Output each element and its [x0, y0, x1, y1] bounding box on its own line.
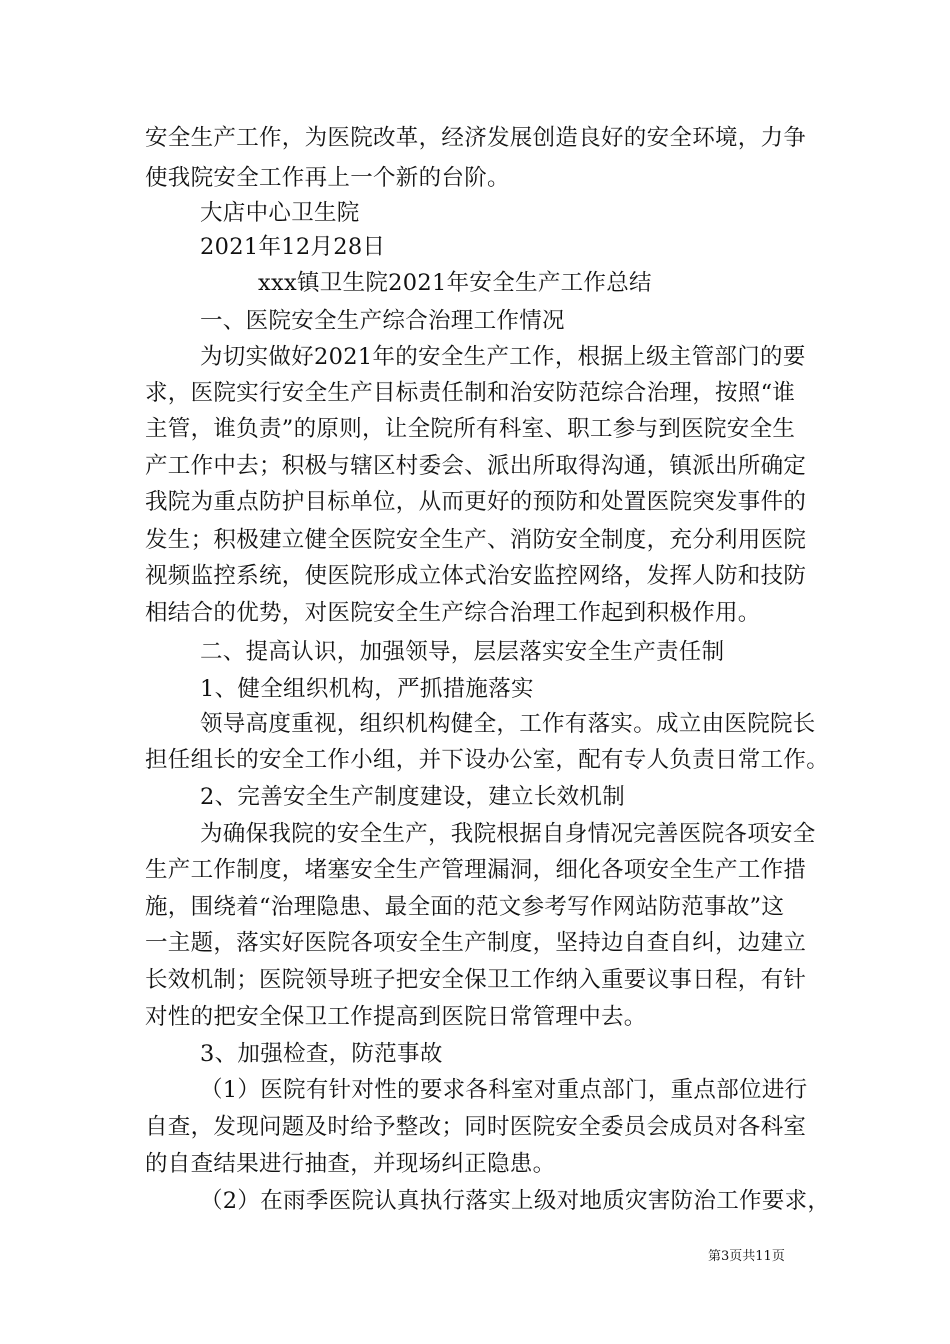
- subheading: 1、健全组织机构，严抓措施落实: [200, 676, 534, 702]
- body-line: 我院为重点防护目标单位，从而更好的预防和处置医院突发事件的: [145, 489, 807, 515]
- heading-2: 二、提高认识，加强领导，层层落实安全生产责任制: [200, 639, 725, 665]
- subheading: 3、加强检查，防范事故: [200, 1041, 443, 1067]
- body-line: 自查，发现问题及时给予整改；同时医院安全委员会成员对各科室: [145, 1114, 807, 1140]
- body-line: 相结合的优势，对医院安全生产综合治理工作起到积极作用。: [145, 600, 761, 626]
- body-line: 为切实做好2021年的安全生产工作，根据上级主管部门的要: [200, 344, 806, 370]
- body-line: 领导高度重视，组织机构健全，工作有落实。成立由医院院长: [200, 711, 816, 737]
- body-line: 主管，谁负责”的原则，让全院所有科室、职工参与到医院安全生: [145, 416, 796, 442]
- body-line: 安全生产工作，为医院改革，经济发展创造良好的安全环境，力争: [145, 125, 807, 151]
- body-line: 生产工作制度，堵塞安全生产管理漏洞，细化各项安全生产工作措: [145, 857, 807, 883]
- subheading: 2、完善安全生产制度建设，建立长效机制: [200, 784, 626, 810]
- signature-org: 大店中心卫生院: [200, 200, 360, 226]
- body-line: 为确保我院的安全生产，我院根据自身情况完善医院各项安全: [200, 821, 816, 847]
- body-line: 长效机制；医院领导班子把安全保卫工作纳入重要议事日程，有针: [145, 967, 807, 993]
- section-title: xxx镇卫生院2021年安全生产工作总结: [258, 270, 652, 296]
- body-line: 担任组长的安全工作小组，并下设办公室，配有专人负责日常工作。: [145, 747, 830, 773]
- body-line: 求，医院实行安全生产目标责任制和治安防范综合治理，按照“谁: [145, 380, 796, 406]
- body-line: 使我院安全工作再上一个新的台阶。: [145, 165, 510, 191]
- body-line: 施，围绕着“治理隐患、最全面的范文参考写作网站防范事故”这: [145, 894, 785, 920]
- body-line: 对性的把安全保卫工作提高到医院日常管理中去。: [145, 1004, 647, 1030]
- body-line: （1）医院有针对性的要求各科室对重点部门，重点部位进行: [200, 1077, 808, 1103]
- body-line: 发生；积极建立健全医院安全生产、消防安全制度，充分利用医院: [145, 527, 807, 553]
- body-line: 一主题，落实好医院各项安全生产制度，坚持边自查自纠，边建立: [145, 930, 807, 956]
- page-number: 第3页共11页: [708, 1249, 785, 1264]
- body-line: 产工作中去；积极与辖区村委会、派出所取得沟通，镇派出所确定: [145, 453, 807, 479]
- body-line: （2）在雨季医院认真执行落实上级对地质灾害防治工作要求，: [200, 1188, 831, 1214]
- heading-1: 一、医院安全生产综合治理工作情况: [200, 308, 565, 334]
- body-line: 的自查结果进行抽查，并现场纠正隐患。: [145, 1151, 556, 1177]
- body-line: 视频监控系统，使医院形成立体式治安监控网络，发挥人防和技防: [145, 563, 807, 589]
- signature-date: 2021年12月28日: [200, 234, 386, 260]
